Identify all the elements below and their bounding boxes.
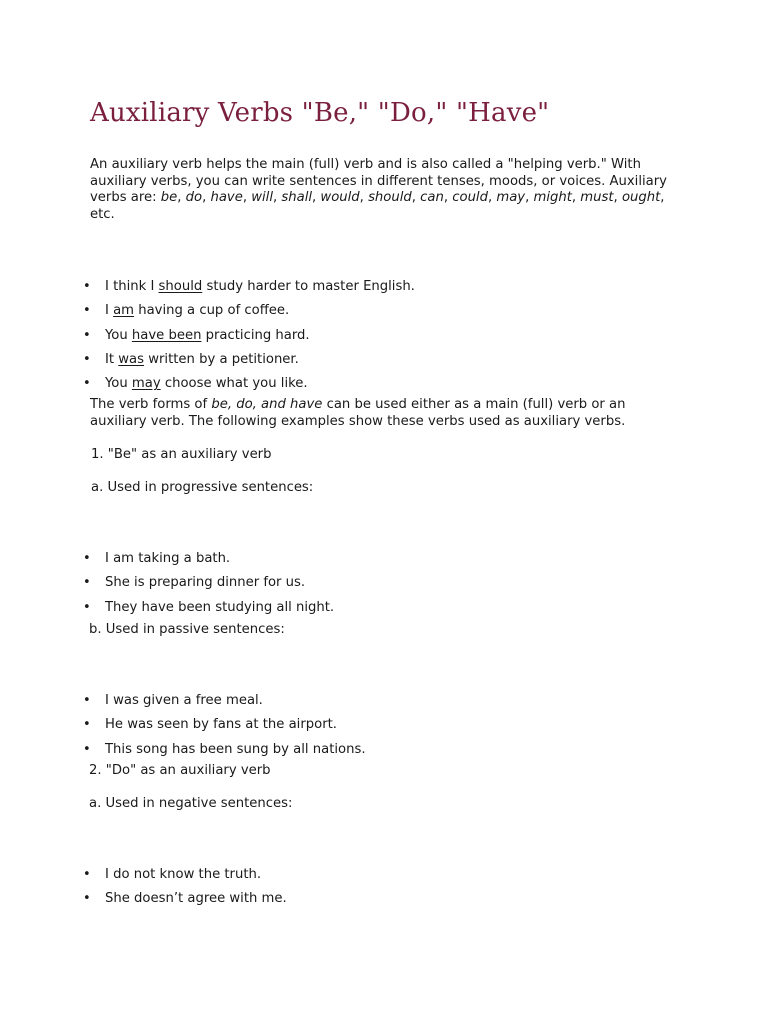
example-verb: could (452, 190, 488, 205)
page-title: Auxiliary Verbs "Be," "Do," "Have" (90, 98, 550, 128)
underlined-auxiliary: should (158, 279, 203, 294)
bullet-icon: • (83, 717, 91, 733)
section-heading-be: 1. "Be" as an auxiliary verb (91, 447, 272, 462)
example-verb: shall (281, 190, 313, 205)
example-verb: be (160, 190, 178, 205)
bullet-icon: • (83, 376, 91, 392)
bullet-icon: • (83, 279, 91, 294)
bullet-icon: • (83, 867, 91, 882)
subheading-negative: a. Used in negative sentences: (89, 796, 293, 811)
example-verb: might (533, 190, 572, 205)
bullet-icon: • (83, 575, 91, 591)
example-verb: can (420, 190, 444, 205)
intro-examples: be, do, have, will, shall, would, should, can, could, may, might, must, ought (160, 190, 661, 205)
intro-text: An auxiliary verb helps the main (full) verb and is also called a "helping verb." With auxiliary verbs, you can write sentences in different tenses, moods, or voices. Auxiliary verbs are: (90, 157, 667, 205)
example-verb: must (580, 190, 614, 205)
bullet-icon: • (83, 351, 91, 367)
underlined-auxiliary: have been (131, 327, 202, 343)
subheading-progressive: a. Used in progressive sentences: (91, 480, 314, 495)
verb-forms-paragraph: The verb forms of be, do, and have can be used either as a main (full) verb or an auxiliary verb. The following examples show these verbs used as auxiliary verbs. (90, 397, 626, 429)
example-verb: ought (621, 190, 661, 205)
bullet-icon: • (83, 551, 91, 566)
bullet-icon: • (83, 741, 91, 757)
example-verb: will (251, 190, 273, 205)
bullet-icon: • (83, 693, 91, 708)
section-heading-do: 2. "Do" as an auxiliary verb (89, 763, 271, 778)
bullet-icon: • (83, 599, 91, 615)
intro-etc: , etc. (90, 190, 665, 222)
example-verb: do (185, 190, 203, 205)
example-verb: would (320, 190, 360, 205)
subheading-passive: b. Used in passive sentences: (89, 622, 285, 637)
example-verb: should (368, 190, 412, 205)
example-verb: have (210, 190, 243, 205)
bullet-icon: • (83, 891, 91, 907)
bullet-icon: • (83, 303, 91, 319)
document-page: Auxiliary Verbs "Be," "Do," "Have" An auxiliary verb helps the main (full) verb and is also called a "helping verb." With auxiliary verbs, you can write sentences in different tenses, moods, or voices. Auxiliary verbs are: be, do, have, will, shall, would, should, can, could, may, might, must, ought, etc. • I think I should study harder to master English. • I am having a cup of coffee. • You have been practicing hard. • It was written by a petitioner. • You may choose what you like. The verb forms of be, do, and have can be used either as a main (full) verb or an auxiliary verb. The following examples show these verbs used as auxiliary verbs. 1. "Be" as an auxiliary verb a. Used in progressive sentences: • I am taking a bath. • She is preparing dinner for us. • They have been studying all night. b. Used in passive sentences: • I was given a free meal. • He was seen by fans at the airport. • This song has been sung by all nations. 2. "Do" as an auxiliary verb a. Used in negative sentences: • I do not know the truth. • She doesn’t agree with me. (0, 0, 768, 1024)
underlined-auxiliary: was (118, 351, 145, 367)
bullet-icon: • (83, 327, 91, 343)
example-verb: may (496, 190, 526, 205)
verb-forms-italic: be, do, and have (211, 397, 323, 412)
intro-paragraph (90, 157, 690, 223)
underlined-auxiliary: am (113, 303, 135, 319)
underlined-auxiliary: may (131, 376, 161, 392)
